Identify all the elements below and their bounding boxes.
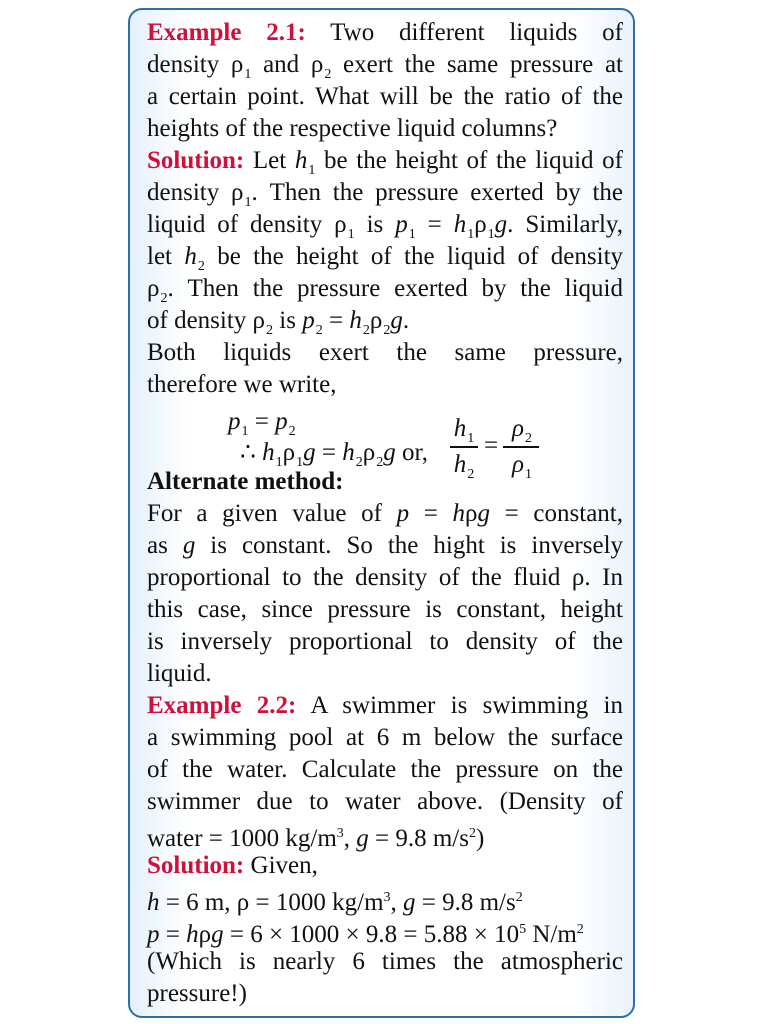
equation-p1-equals-p2: $p_1 = p_2$ — [228, 408, 296, 439]
alternate-line-1: For a given value of p = hρg = constant, — [147, 500, 623, 527]
solution-1-line-1: Solution: Let $h_1$ be the height of the liquid of — [147, 147, 624, 178]
fraction-bar-rho — [503, 446, 539, 448]
example-2-label: Example 2.2: — [147, 692, 297, 719]
solution-1-line-3: liquid of density $\rho_1$ is $p_1 = h_1\rho_1g$. Similarly, — [147, 211, 624, 242]
fraction-rho-denominator: $\rho_1$ — [512, 451, 532, 482]
solution-1-line-8: therefore we write, — [147, 371, 337, 398]
fraction-equals: = — [483, 432, 499, 459]
example-2-line-2: a swimming pool at 6 m below the surface — [147, 724, 623, 751]
example-2-line-5: water = 1000 $kg/m^3$, g = 9.8 $m/s^2$) — [147, 825, 485, 852]
solution-1-line-4: let $h_2$ be the height of the liquid of density — [147, 243, 624, 274]
example-2-line-3: of the water. Calculate the pressure on the — [147, 756, 623, 783]
fraction-bar-h — [450, 446, 478, 448]
solution-1-line-7: Both liquids exert the same pressure, — [147, 339, 623, 366]
fraction-h-numerator: $h_1$ — [453, 415, 475, 446]
example-1-label: Example 2.1: — [147, 19, 306, 46]
fraction-rho-numerator: $\rho_2$ — [512, 415, 532, 446]
example-1-line-2: density $\rho_1$ and $\rho_2$ exert the same pressure at — [147, 51, 623, 82]
alternate-line-3: proportional to the density of the fluid ρ. In — [147, 564, 623, 591]
solution-1-line-6: of density $\rho_2$ is $p_2 = h_2\rho_2g$. — [147, 307, 410, 338]
alternate-line-2: as g is constant. So the hight is inversely — [147, 532, 624, 559]
solution-2-label: Solution: — [147, 852, 245, 879]
alternate-line-4: this case, since pressure is constant, height — [147, 596, 623, 623]
solution-1-line-5: $\rho_2$. Then the pressure exerted by the liquid — [147, 275, 623, 306]
solution-1-line-2: density $\rho_1$. Then the pressure exerted by the — [147, 179, 623, 210]
solution-2-line-4: (Which is nearly 6 times the atmospheric — [147, 948, 623, 975]
fraction-h-denominator: $h_2$ — [453, 451, 475, 482]
example-1-line-3: a certain point. What will be the ratio of the — [147, 83, 623, 110]
solution-2-line-3: $p = h\rho g = 6 \times 1000 \times 9.8 = 5.88 \times 10^5$ $N/m^2$ — [147, 921, 584, 948]
example-1-line-4: heights of the respective liquid columns? — [147, 115, 558, 142]
alternate-line-5: is inversely proportional to density of the — [147, 628, 623, 655]
example-2-line-4: swimmer due to water above. (Density of — [147, 788, 623, 815]
alternate-method-heading: Alternate method: — [147, 468, 344, 495]
solution-1-label: Solution: — [147, 147, 245, 174]
example-2-line-1: Example 2.2: A swimmer is swimming in — [147, 692, 624, 719]
solution-2-line-2: h = 6 m, ρ = 1000 $kg/m^3$, g = 9.8 $m/s^2$ — [147, 889, 523, 916]
solution-2-line-1: Solution: Given, — [147, 852, 318, 879]
solution-2-line-5: pressure!) — [147, 980, 247, 1007]
equation-hrho-equality: ∴ $h_1\rho_1g = h_2\rho_2g$ or, — [240, 439, 429, 470]
example-1-line-1: Example 2.1: Two different liquids of — [147, 19, 623, 46]
alternate-line-6: liquid. — [147, 660, 212, 687]
